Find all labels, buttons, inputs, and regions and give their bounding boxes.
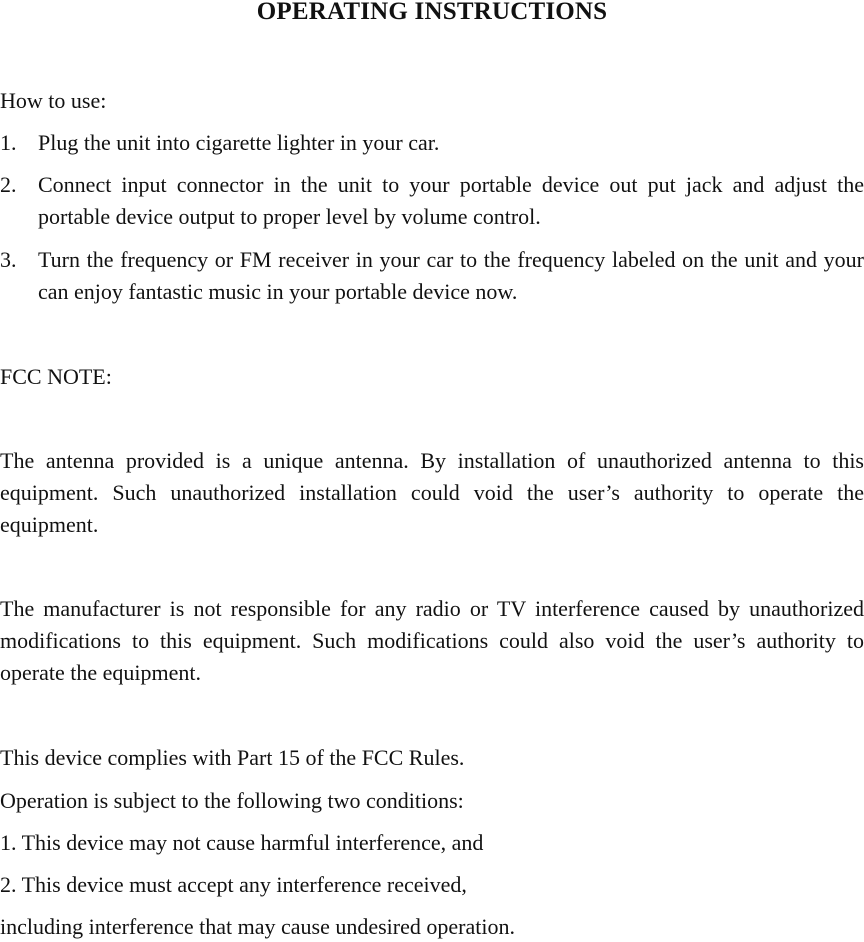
fcc-note-heading: FCC NOTE: xyxy=(0,364,112,389)
compliance-line: This device complies with Part 15 of the FCC Rules. xyxy=(0,745,465,770)
fcc-paragraph: The antenna provided is a unique antenna. By installation of unauthorized antenna to this equipment. Such unauthorized installation could void the user’s authority to operate the equipment. xyxy=(0,448,864,537)
document-title: OPERATING INSTRUCTIONS xyxy=(256,0,608,25)
step-number: 2. xyxy=(0,172,17,197)
compliance-line: including interference that may cause undesired operation. xyxy=(0,914,515,939)
step-text: Plug the unit into cigarette lighter in your car. xyxy=(38,130,440,155)
list-item xyxy=(0,169,864,233)
step-number: 3. xyxy=(0,247,17,272)
list-item xyxy=(0,127,864,159)
list-item xyxy=(0,244,864,308)
how-to-use-heading: How to use: xyxy=(0,88,107,113)
step-number: 1. xyxy=(0,130,17,155)
step-text: Turn the frequency or FM receiver in your car to the frequency labeled on the unit and your can enjoy fantastic music in your portable device now. xyxy=(38,247,864,304)
compliance-line: 1. This device may not cause harmful interference, and xyxy=(0,830,484,855)
compliance-line: Operation is subject to the following two conditions: xyxy=(0,788,464,813)
step-text: Connect input connector in the unit to your portable device out put jack and adjust the portable device output to proper level by volume control. xyxy=(38,172,864,229)
compliance-line: 2. This device must accept any interference received, xyxy=(0,872,467,897)
fcc-paragraph: The manufacturer is not responsible for any radio or TV interference caused by unauthorized modifications to this equipment. Such modifications could also void the user’s authority to operate the equipment. xyxy=(0,596,864,685)
